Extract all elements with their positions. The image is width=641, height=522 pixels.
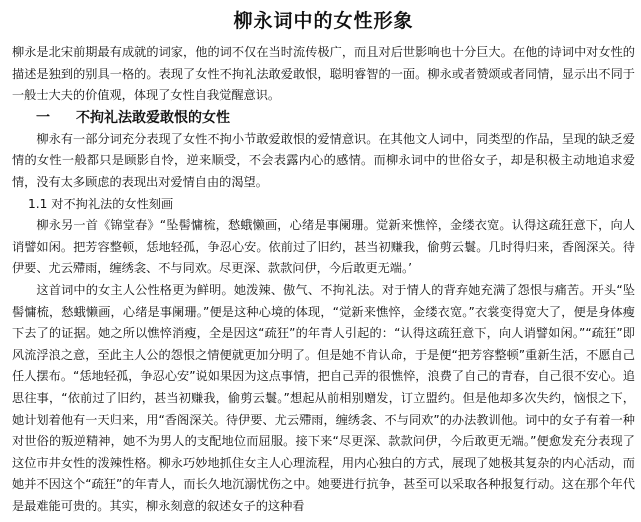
poem-paragraph: 柳永另一首《锦堂春》“坠髻慵梳，愁蛾懒画，心绪是事阑珊。觉新来憔悴，金缕衣宽。认得这疏狂意下，向人诮譬如闲。把芳容整顿，恁地轻孤，争忍心安。依前过了旧约，甚当初赚我，偷剪云鬟。几时得归来，香阁深关。待伊要、尤云殢雨，缠绣衾、不与同欢。尽更深、款款问伊，今后敢更无端。’ xyxy=(12,218,635,276)
section-heading xyxy=(12,107,635,129)
analysis-paragraph: 这首词中的女主人公性格更为鲜明。她泼辣、傲气、不拘礼法。对于情人的背弃她充满了怨恨与痛苦。开头“坠髻慵梳，愁蛾懒画，心绪是事阑珊。”便是这种心境的体现，“觉新来憔悴，金缕衣宽。”衣裳变得宽大了，便是身体瘦下去了的证据。她之所以憔悴消瘦，全是因这“疏狂”的年青人引起的：“认得这疏狂意下，向人诮譬如闲。”“疏狂”即风流浮浪之意，至此主人公的怨恨之情便就更加分明了。但是她不肯认命，于是便“把芳容整顿”重新生活，不愿自己任人摆布。“恁地轻孤，争忍心安”说如果因为这点事情，把自己弄的很憔悴，浪费了自己的青春，自己很不安心。追思往事，“依前过了旧约，甚当初赚我，偷剪云鬟。”想起从前相别赠发，订立盟约。但是他却多次失约，恼恨之下，她计划着他有一天归来，用“香阁深关。待伊要、尤云殢雨，缠绣衾、不与同欢”的办法教训他。词中的女子有着一种对世俗的叛逆精神，她不为男人的支配地位而屈服。接下来“尽更深、款款问伊，今后敢更无端。”便愈发充分表现了这位市井女性的泼辣性格。柳永巧妙地抓住女主人心理流程，用内心独白的方式，展现了她极其复杂的内心活动，而她并不因这个“疏狂”的年青人，而长久地沉溺忧伤之中。她要进行抗争，甚至可以采取各种报复行动。这在那个年代是最难能可贵的。其实，柳永刻意的叙述女子的这种看 xyxy=(12,282,635,513)
section-paragraph: 柳永有一部分词充分表现了女性不拘小节敢爱敢恨的爱情意识。在其他文人词中，同类型的作品，呈现的缺乏爱情的女性一般都只是顾影自怜，逆来顺受，不会表露内心的感情。而柳永词中的世俗女子，却是积极主动地追求爱情，没有太多顾虑的表现出对爱情自由的渴望。 xyxy=(12,131,635,189)
page-title: 柳永词中的女性形象 xyxy=(233,10,414,32)
intro-paragraph: 柳永是北宋前期最有成就的词家，他的词不仅在当时流传极广，而且对后世影响也十分巨大。在他的诗词中对女性的描述是独到的别具一格的。表现了女性不拘礼法敢爱敢恨，聪明睿智的一面。柳永或者赞颂或者同情，显示出不同于一般士大夫的价值观，体现了女性自我觉醒意识。 xyxy=(12,45,635,103)
section-number: 一 xyxy=(36,109,50,126)
subsection-heading: 1.1 对不拘礼法的女性刻画 xyxy=(28,196,174,211)
section-heading-text: 不拘礼法敢爱敢恨的女性 xyxy=(76,109,230,126)
